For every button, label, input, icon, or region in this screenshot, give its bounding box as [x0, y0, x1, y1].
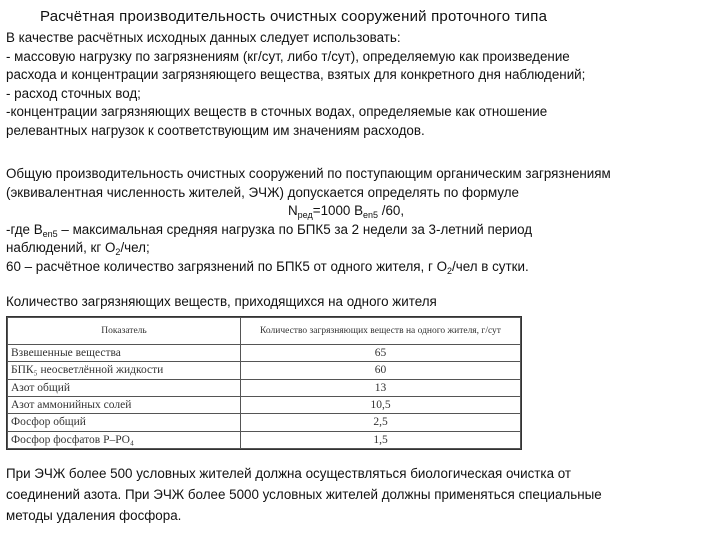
text-subscript: 2 [115, 247, 121, 257]
text-part: -где B [6, 221, 43, 237]
table-row [8, 362, 521, 379]
formula-part: N [288, 203, 298, 218]
table-header-indicator: Показатель [8, 318, 241, 345]
table-caption [6, 293, 712, 312]
formula-block [6, 165, 712, 276]
row-name: Азот общий [8, 379, 241, 396]
row-name: Азот аммонийных солей [8, 396, 241, 413]
formula-text-line [6, 221, 712, 240]
row-value: 65 [241, 345, 521, 362]
formula [6, 202, 712, 221]
row-name: Фосфор общий [8, 414, 241, 431]
conclusion-block [6, 463, 712, 526]
formula-part: /60, [378, 203, 405, 218]
table-header-row [8, 318, 521, 345]
row-value: 2,5 [241, 414, 521, 431]
row-name: Взвешенные вещества [8, 345, 241, 362]
intro-block [6, 29, 712, 140]
formula-text-line: (эквивалентная численность жителей, ЭЧЖ) допускается определять по формуле [6, 184, 519, 200]
table-row [8, 379, 521, 396]
table-row [8, 431, 521, 448]
conclusion-line: При ЭЧЖ более 500 условных жителей должна осуществляться биологическая очистка от [6, 466, 572, 481]
text-part: /чел в сутки. [452, 258, 529, 274]
row-value: 13 [241, 379, 521, 396]
table-row [8, 396, 521, 413]
table-caption-text: Количество загрязняющих веществ, приходящихся на одного жителя [6, 294, 437, 309]
text-subscript: en5 [42, 228, 58, 239]
formula-text-line [6, 239, 712, 258]
formula-subscript: en5 [363, 210, 379, 220]
page-title: Расчётная производительность очистных сооружений проточного типа [40, 8, 548, 25]
formula-subscript: ред [297, 210, 313, 220]
intro-line: релевантных нагрузок к соответствующим им значениям расходов. [6, 122, 425, 138]
text-part: 60 – расчётное количество загрязнений по БПК5 от одного жителя, г O [6, 258, 448, 274]
row-name: Фосфор фосфатов P–PO₄ [8, 431, 241, 448]
intro-line: В качестве расчётных исходных данных следует использовать: [6, 30, 401, 45]
text-subscript: 2 [447, 265, 453, 276]
conclusion-line: методы удаления фосфора. [6, 508, 182, 523]
intro-line: расхода и концентрации загрязняющего вещества, взятых для конкретного дня наблюдений; [6, 67, 586, 82]
formula-text-line [6, 258, 712, 277]
row-name: БПК₅ неосветлённой жидкости [8, 362, 241, 379]
table-row [8, 414, 521, 431]
formula-text-line: Общую производительность очистных сооружений по поступающим органическим загрязнениям [6, 166, 611, 181]
intro-line: - массовую нагрузку по загрязнениям (кг/сут, либо т/сут), определяемую как произведение [6, 48, 570, 64]
row-value: 10,5 [241, 396, 521, 413]
table-header-amount: Количество загрязняющих веществ на одного жителя, г/сут [241, 318, 521, 345]
text-part: наблюдений, кг O [6, 240, 116, 255]
intro-line: -концентрации загрязняющих веществ в сточных водах, определяемые как отношение [6, 104, 548, 119]
intro-line: - расход сточных вод; [6, 85, 141, 101]
conclusion-line: соединений азота. При ЭЧЖ более 5000 условных жителей должны применяться специальные [6, 487, 602, 502]
pollutants-table [6, 316, 522, 450]
text-part: /чел; [120, 240, 150, 255]
formula-part: =1000 B [312, 203, 364, 218]
text-part: – максимальная средняя нагрузка по БПК5 за 2 недели за 3-летний период [57, 221, 533, 237]
row-value: 60 [241, 362, 521, 379]
table-row [8, 345, 521, 362]
row-value: 1,5 [241, 431, 521, 448]
